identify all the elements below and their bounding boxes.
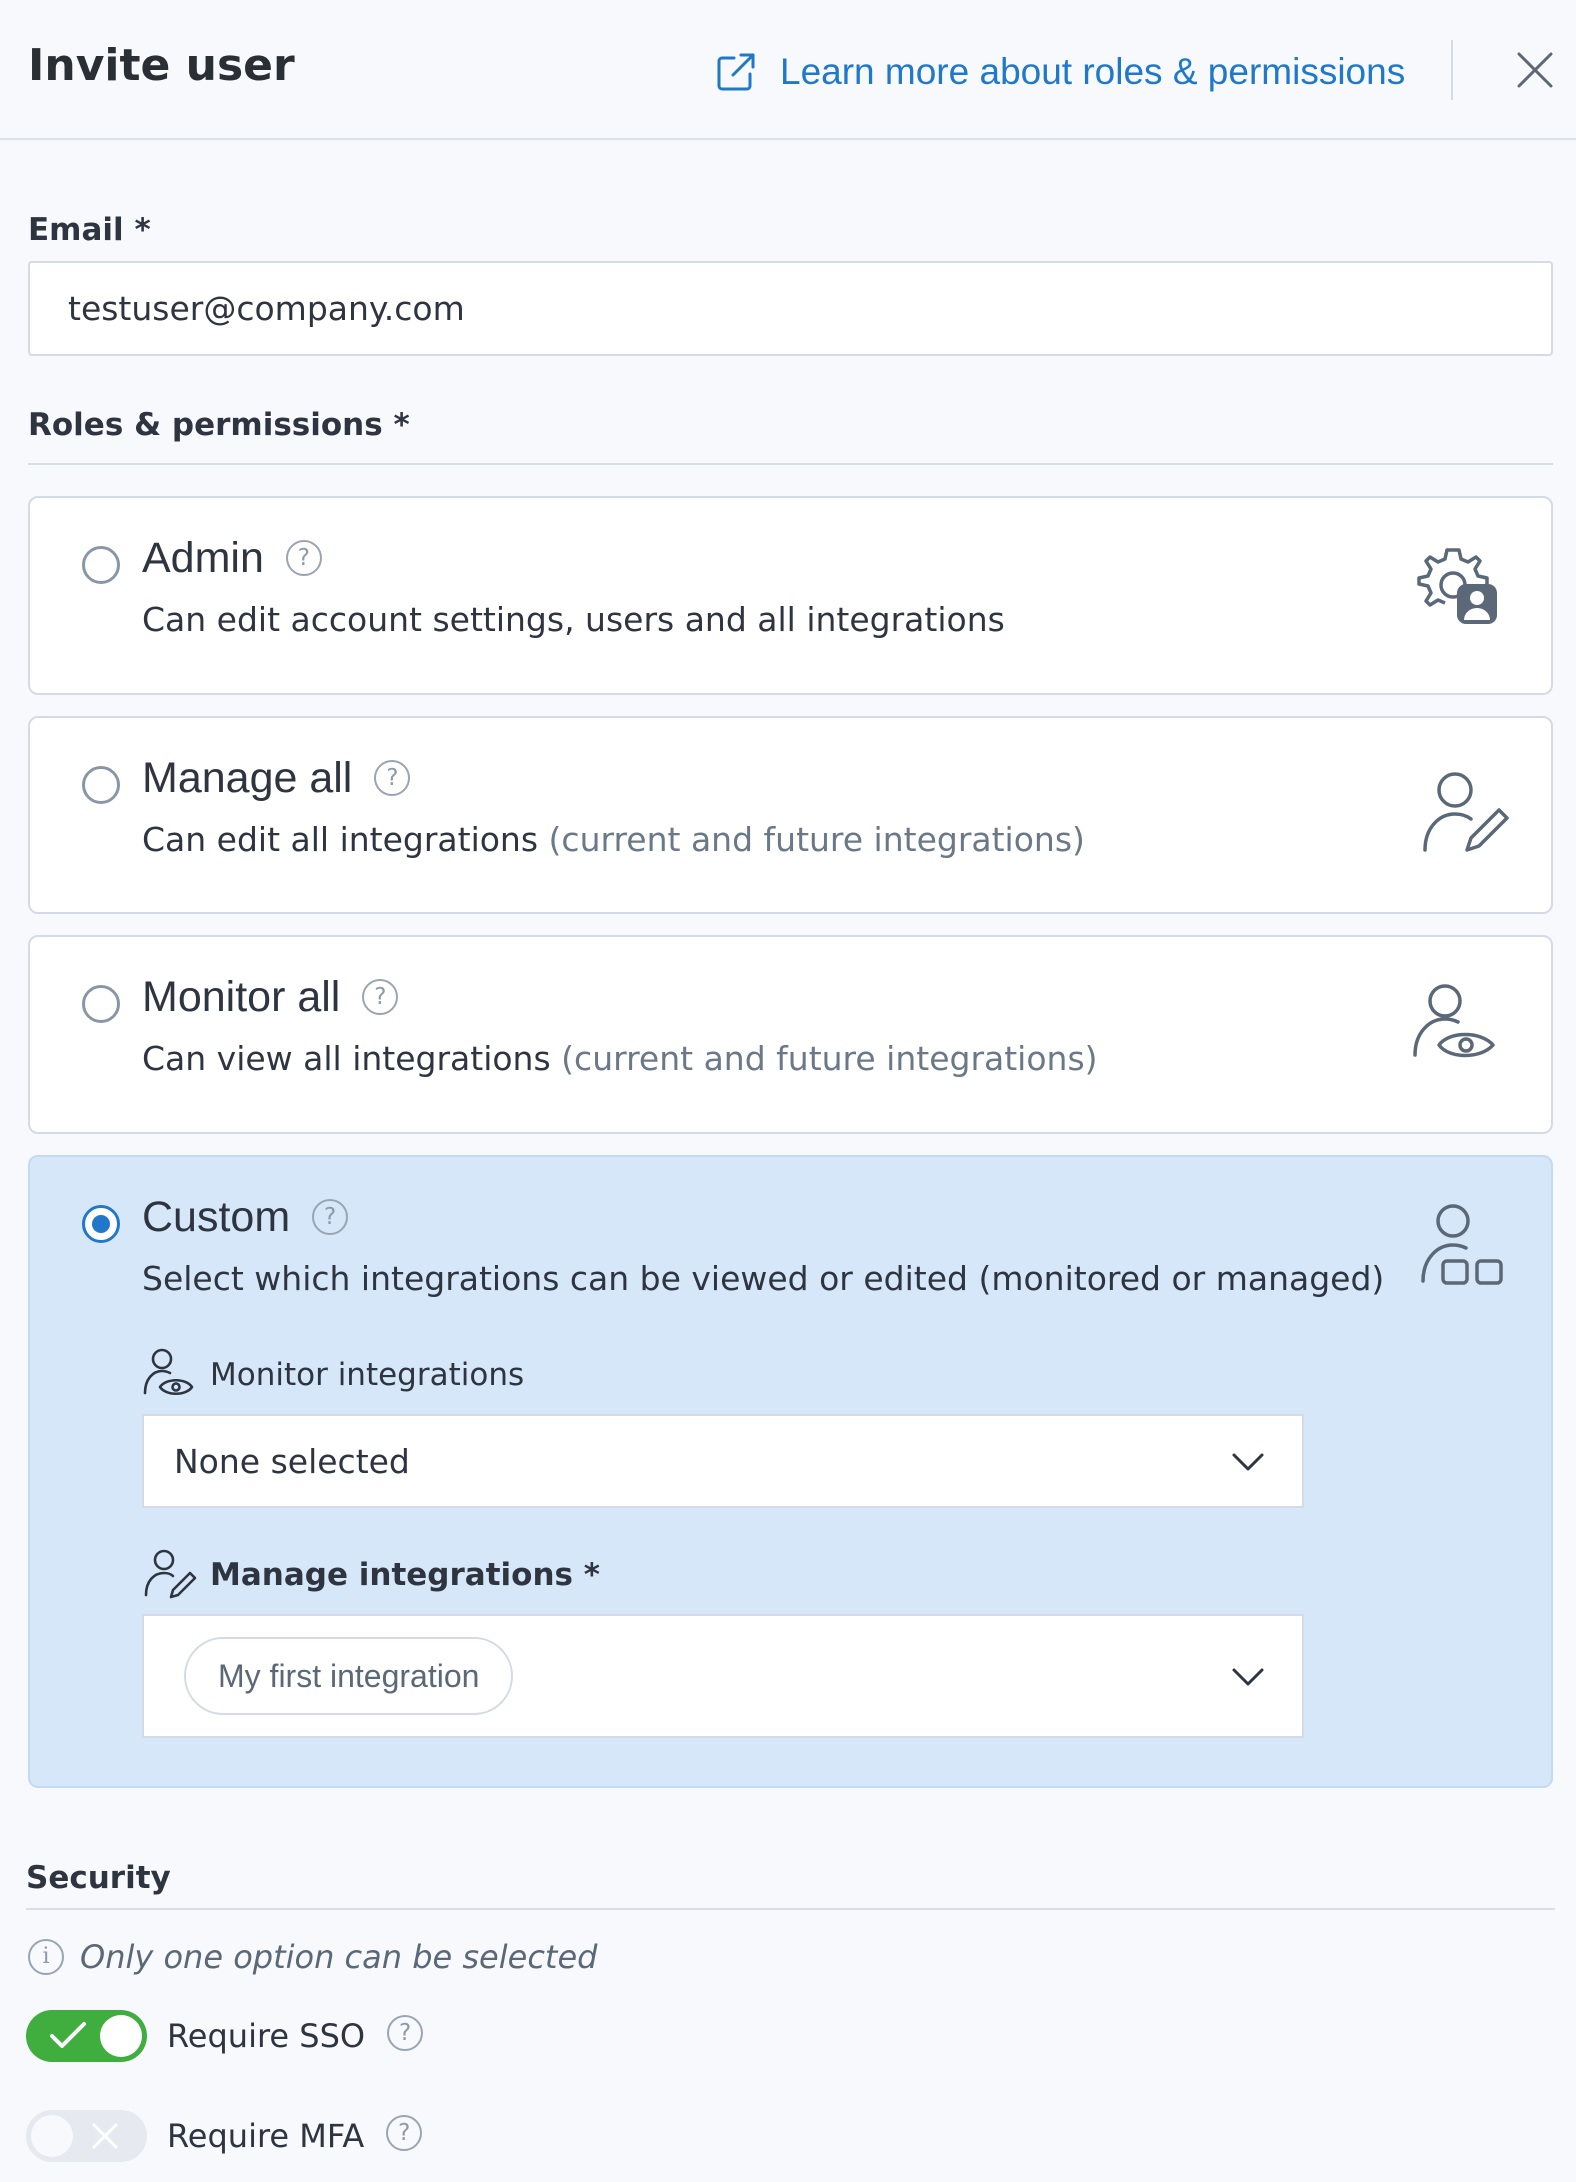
email-label: Email * — [28, 212, 151, 248]
require-sso-label: Require SSO — [167, 2017, 366, 2055]
role-desc-monitor-all: Can view all integrations (current and future integrations) — [142, 1039, 1098, 1078]
manage-integrations-label: Manage integrations * — [142, 1547, 600, 1603]
role-card-custom[interactable] — [28, 1155, 1553, 1788]
toggle-knob — [31, 2115, 73, 2157]
role-title-admin: Admin ? — [142, 534, 322, 583]
monitor-integrations-value: None selected — [174, 1441, 410, 1481]
help-icon[interactable]: ? — [374, 760, 410, 796]
role-desc-admin: Can edit account settings, users and all integrations — [142, 600, 1005, 639]
radio-manage-all[interactable] — [82, 766, 120, 804]
help-icon[interactable]: ? — [312, 1199, 348, 1235]
toggle-knob — [100, 2015, 142, 2057]
help-icon[interactable]: ? — [286, 540, 322, 576]
panel-header — [0, 0, 1576, 140]
roles-label: Roles & permissions * — [28, 407, 410, 443]
role-title-manage-all: Manage all ? — [142, 754, 410, 803]
require-sso-row — [26, 2010, 423, 2062]
role-card-admin[interactable] — [28, 496, 1553, 695]
user-pencil-icon — [1419, 766, 1511, 858]
security-info-text: Only one option can be selected — [80, 1938, 598, 1976]
help-icon[interactable]: ? — [362, 979, 398, 1015]
security-label: Security — [26, 1860, 171, 1896]
manage-integrations-select[interactable] — [142, 1614, 1304, 1738]
user-eye-icon — [1409, 979, 1501, 1071]
header-divider — [1451, 40, 1453, 100]
security-divider — [26, 1908, 1555, 1910]
email-field[interactable]: testuser@company.com — [28, 261, 1553, 356]
close-icon[interactable] — [1513, 48, 1557, 92]
radio-monitor-all[interactable] — [82, 985, 120, 1023]
gear-user-icon — [1413, 540, 1505, 632]
security-info — [28, 1938, 597, 1976]
require-mfa-toggle[interactable] — [26, 2110, 147, 2162]
learn-more-link[interactable] — [714, 46, 1405, 98]
chevron-down-icon — [1228, 1441, 1268, 1481]
radio-custom[interactable] — [82, 1205, 120, 1243]
role-desc-custom: Select which integrations can be viewed or edited (monitored or managed) — [142, 1259, 1385, 1298]
x-icon — [90, 2120, 120, 2152]
monitor-integrations-select[interactable] — [142, 1414, 1304, 1508]
role-title-custom: Custom ? — [142, 1193, 348, 1242]
monitor-integrations-label: Monitor integrations — [142, 1347, 524, 1403]
user-eye-icon — [142, 1347, 198, 1403]
role-card-manage-all[interactable] — [28, 716, 1553, 914]
require-mfa-row — [26, 2110, 422, 2162]
user-pencil-icon — [142, 1547, 198, 1603]
check-icon — [48, 2020, 88, 2052]
integration-chip[interactable]: My first integration — [184, 1637, 513, 1715]
radio-admin[interactable] — [82, 546, 120, 584]
external-link-icon — [714, 50, 758, 94]
help-icon[interactable]: ? — [387, 2015, 423, 2051]
require-mfa-label: Require MFA — [167, 2117, 365, 2155]
help-icon[interactable]: ? — [386, 2115, 422, 2151]
role-title-monitor-all: Monitor all ? — [142, 973, 398, 1022]
role-card-monitor-all[interactable] — [28, 935, 1553, 1134]
user-blocks-icon — [1417, 1201, 1509, 1293]
chevron-down-icon — [1228, 1656, 1268, 1696]
role-desc-manage-all: Can edit all integrations (current and future integrations) — [142, 820, 1085, 859]
page-title: Invite user — [28, 40, 295, 91]
require-sso-toggle[interactable] — [26, 2010, 147, 2062]
learn-more-label: Learn more about roles & permissions — [780, 51, 1406, 92]
info-icon: i — [28, 1939, 64, 1975]
roles-divider — [28, 463, 1553, 465]
